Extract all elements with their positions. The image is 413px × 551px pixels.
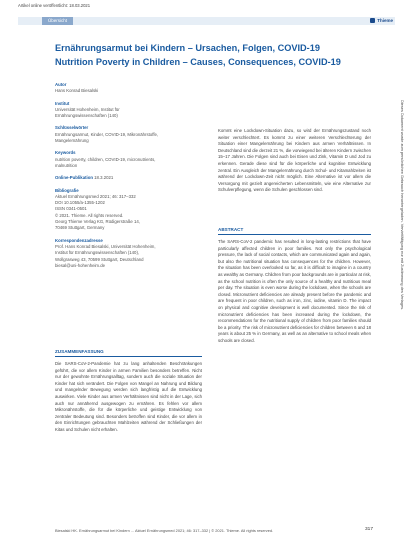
thieme-logo-icon: [370, 18, 375, 23]
zusammenfassung-text: Die SARS-CoV-2-Pandemie hat zu lang anhaltenden Beschränkungen geführt, die vor allem Kinder in armen Familien besonders betreffen. Nicht nur der gewohnte Ernährungsalltag, sondern auch die soziale Situation der Kinder hat sich verändert. Die Folgen von Mangel an Nahrung und Bildung und mangelnder Bewegung werden sich langfristig auf die Entwicklung auswirken. Viele Kinder aus armen Verhältnissen sind nicht in der Lage, sich auch nur annähernd ausgewogen zu ernähren. Es fehlen vor allem Mikronährstoffe, die für die körperliche und geistige Entwicklung von zentraler Bedeutung sind. Besonders betroffen sind Kinder, die vor allem in den Einrichtungen gebrauchten Mahlzeiten während der Schließungen der Kitas und Schulen nicht erhalten.: [55, 361, 202, 432]
institute-line: Universität Hohenheim, Institut für: [55, 106, 120, 112]
publisher-name: Thieme: [377, 18, 393, 23]
keywords-de-line: Mangelernährung: [55, 138, 89, 144]
institute-line: Ernährungswissenschaften (140): [55, 113, 118, 119]
keywords-de-line: Ernährungsarmut, Kinder, COVID-19, Mikronährstoffe,: [55, 131, 159, 137]
abstract-heading: ABSTRACT: [218, 227, 244, 232]
page-number: 317: [364, 527, 373, 532]
article-type-tag: Übersicht: [42, 17, 73, 25]
online-label: Online-Publikation: [55, 175, 93, 181]
copyright-side-note: [398, 100, 406, 440]
keywords-en-label: Keywords: [55, 150, 76, 156]
correspondence-line: Institut für Ernährungswissenschaften (140),: [55, 250, 140, 256]
author-label: Autor: [55, 82, 67, 87]
title-english: Nutrition Poverty in Children – Causes, Consequences, COVID-19: [55, 57, 341, 67]
bibliography-line: © 2021. Thieme. All rights reserved.: [55, 212, 124, 218]
doi-link[interactable]: DOI 10.1055/a-1355-1202: [55, 200, 105, 206]
keywords-en-line: malnutrition: [55, 162, 78, 168]
zusammenfassung-heading: ZUSAMMENFASSUNG: [55, 349, 104, 354]
abstract-text: The SARS-CoV-2 pandemic has resulted in long-lasting restrictions that have particularly affected children in poor families. Not only the psychological pressure, the lack of social contacts, which are communicated again and again, but also the nutritional situation has consequences for the children. However, the situation has been overlooked so far, as it is difficult to imagine in a country as wealthy as Germany. Children from poor backgrounds are in particular at risk, as the school nutrition is often the only source of a healthy and nutritious meal per day. The situation is even worse during the lockdown, when the schools are closed. Micronutrient deficiencies are already present before the pandemic and are frequent in poor children, such as iron, zinc, iodine, vitamin D. The impact on physical and cognitive development is well documented. Since the risk of micronutrient deficiencies has been increased during the lockdown, the recommendations for the nutritional supply of children from poor families should be a priority. The risk of micronutrient deficiencies for children between 6 and 18 years is about 25 % in Germany, as well as an alternative to school meals when schools are closed.: [218, 239, 372, 343]
correspondence-email-link[interactable]: biesal@uni-hohenheim.de: [55, 262, 105, 268]
bibliography-line: Georg Thieme Verlag KG, Rüdigerstraße 14,: [55, 219, 140, 225]
publisher-logo: [370, 18, 393, 23]
bibliography-line: ISSN 0341-0501: [55, 206, 87, 212]
article-metadata: [55, 82, 195, 269]
side-note-text: Dieses Dokument wurde zum persönlichen Gebrauch heruntergeladen. Vervielfältigung nur mit Zustimmung des Verlages.: [400, 100, 405, 311]
bibliography-label: Bibliografie: [55, 187, 79, 193]
bibliography-line: Aktuel Ernährungsmed 2021; 46: 317–332: [55, 193, 136, 199]
keywords-en-line: nutrition poverty, children, COVID-19, micronutrients,: [55, 156, 156, 162]
footer-citation: Biesalski HK. Ernährungsarmut bei Kindern ... Aktuel Ernährungsmed 2021; 46: 317–332 | © 2021. Thieme. All rights reserved.: [55, 528, 274, 533]
online-date: 18.3.2021: [94, 175, 114, 181]
right-column-intro-text: Kommt eine Lockdown-Situation dazu, so wird der Ernährungszustand noch weiter verschlechtert. Es kommt zu einer weiteren Verschlechterung der Situation einer Mangelernährung bei Kindern aus armen Verhältnissen. In Deutschland sind die derzeit 21 %, die vorwiegend bei älteren Kindern zwischen 15–17 Jahren. Die Folgen sind auch bei Eisen und Zink, Vitamin D und Jod zu erkennen. Gerade diese sind für die körperliche und kognitive Entwicklung zentral. Ein Ausgleich der Mangelernährung durch Schul- und Kitamahlzeiten ist während der Lockdown-Zeit nicht möglich. Eine Alternative ist vor allem die Versorgung mit gezielt angereicherten Lebensmitteln, wie eine Alternative zur Schulverpflegung, wenn die Schulen geschlossen sind.: [218, 128, 371, 193]
keywords-de-label: Schlüsselwörter: [55, 125, 89, 131]
author-name: Hans Konrad Biesalski: [55, 88, 99, 94]
correspondence-label: Korrespondenzadresse: [55, 237, 103, 243]
abstract-rule: [218, 234, 371, 235]
top-publication-line: Artikel online veröffentlicht: 18.03.2021: [18, 3, 91, 8]
correspondence-line: Wollgrasweg 43, 70599 Stuttgart, Deutschland: [55, 256, 144, 262]
zusammenfassung-rule: [55, 356, 202, 357]
institute-label: Institut: [55, 100, 70, 106]
bibliography-line: 70469 Stuttgart, Germany: [55, 225, 105, 231]
correspondence-line: Prof. Hans Konrad Biesalski, Universität Hohenheim,: [55, 243, 156, 249]
header-band: [18, 17, 395, 25]
title-german: Ernährungsarmut bei Kindern – Ursachen, Folgen, COVID-19: [55, 43, 320, 53]
